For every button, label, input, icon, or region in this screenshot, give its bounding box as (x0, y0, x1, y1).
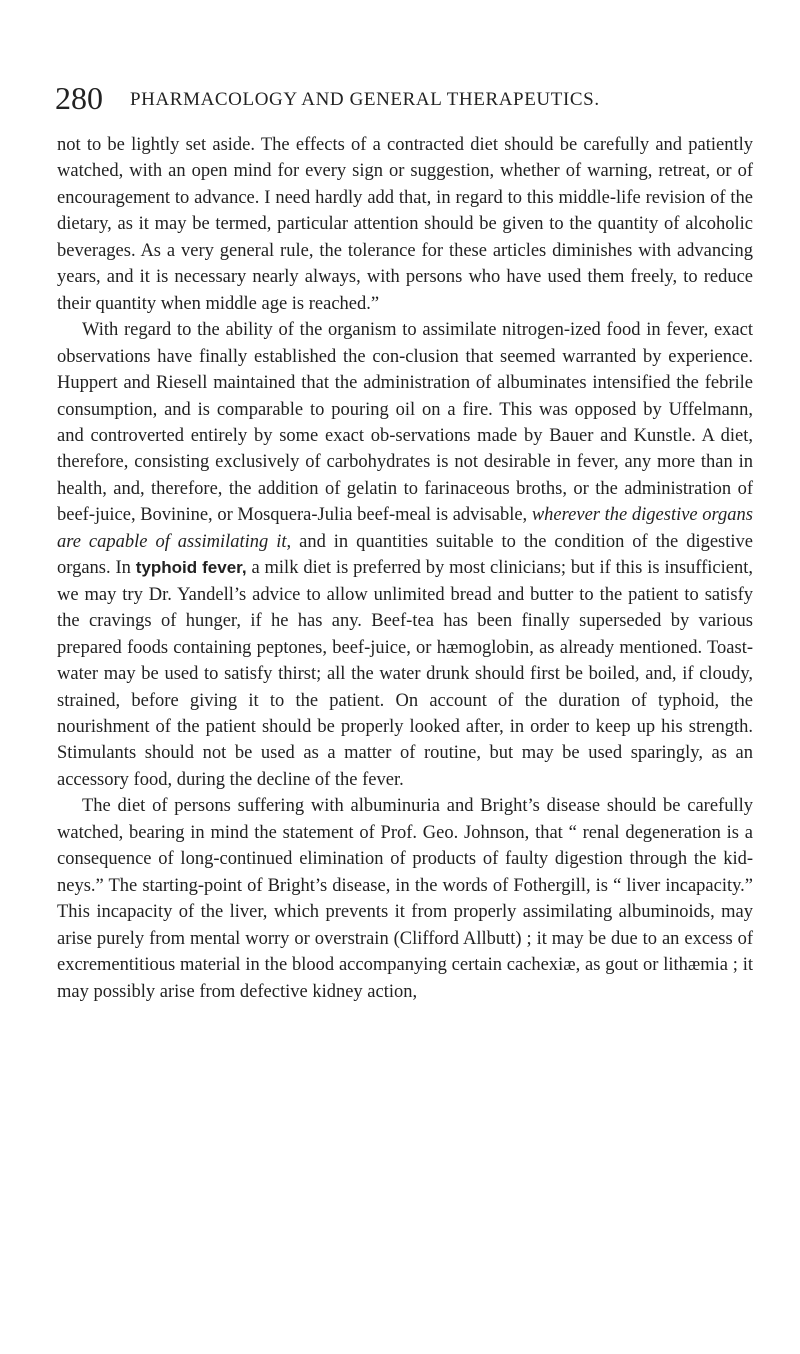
paragraph-3: The diet of persons suffering with albuminuria and Bright’s disease should be carefully watched, bearing in mind the statement of Prof. Geo. Johnson, that “ renal degeneration is a consequence of long-continued elimination of products of faulty digestion through the kid-neys.” The starting-point of Bright’s disease, in the words of Fothergill, is “ liver incapacity.” This incapacity of the liver, which prevents it from properly assimilating albuminoids, may arise purely from mental worry or overstrain (Clifford Allbutt) ; it may be due to an excess of excrementitious material in the blood accompanying certain cachexiæ, as gout or lithæmia ; it may possibly arise from defective kidney action, (57, 796, 753, 1002)
paragraph-2-italic: wherever the digestive organs are capable of assimilating it (57, 505, 754, 552)
running-title: PHARMACOLOGY AND GENERAL THERAPEUTICS. (130, 89, 600, 110)
body-text (57, 132, 753, 1005)
paragraph-2 (57, 317, 753, 793)
paragraph-2-text-c: a milk diet is preferred by most clinicians; but if this is insufficient, we may try Dr. Yandell’s advice to allow unlimited bread and butter to the patient to satisfy the cravings of hunger, if he has any. Beef-tea has been finally superseded by various prepared foods containing peptones, beef-juice, or hæmoglobin, as already mentioned. Toast-water may be used to satisfy thirst; all the water drunk should first be boiled, and, if cloudy, strained, before giving it to the patient. On account of the duration of typhoid, the nourishment of the patient should be properly looked after, in order to keep up his strength. Stimulants should not be used as a matter of routine, but may be used sparingly, as an accessory food, during the decline of the fever. (57, 558, 753, 790)
typhoid-fever-heading: typhoid fever, (135, 558, 247, 578)
paragraph-1: not to be lightly set aside. The effects of a contracted diet should be carefully and patiently watched, with an open mind for every sign or suggestion, whether of warning, retreat, or of encouragement to advance. I need hardly add that, in regard to this middle-life revision of the dietary, as it may be termed, particular attention should be given to the quantity of alcoholic beverages. As a very general rule, the tolerance for these articles diminishes with advancing years, and it is necessary nearly always, with persons who have used them freely, to reduce their quantity when middle age is reached.” (57, 135, 753, 314)
running-head (55, 78, 755, 118)
paragraph-2-text-a: With regard to the ability of the organism to assimilate nitrogen-ized food in fever, exact observations have finally established the con-clusion that seemed warranted by experience. Huppert and Riesell maintained that the administration of albuminates intensified the febrile consumption, and is comparable to pouring oil on a fire. This was opposed by Uffelmann, and controverted entirely by some exact ob-servations made by Bauer and Kunstle. A diet, therefore, consisting exclusively of carbohydrates is not desirable in fever, any more than in health, and, therefore, the addition of gelatin to farinaceous broths, or the administration of beef-juice, Bovinine, or Mosquera-Julia beef-meal is advisable, (57, 320, 753, 526)
paragraph-2-text-b: , and in quantities suitable to the condition of the digestive organs. In (57, 531, 753, 579)
page-number: 280 (55, 80, 103, 116)
